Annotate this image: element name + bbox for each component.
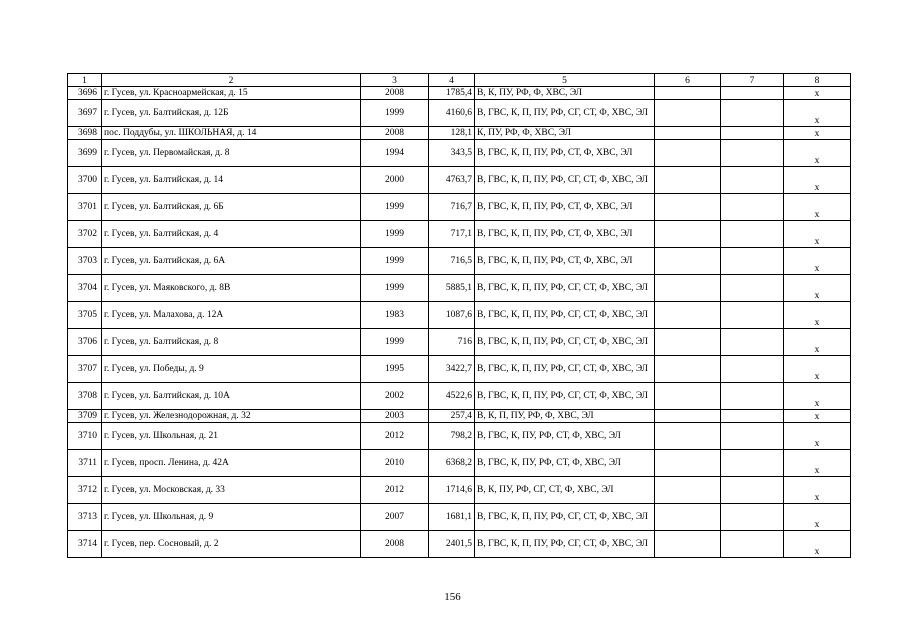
- column-8-cell: х: [784, 450, 851, 477]
- column-number-3: 3: [361, 74, 429, 87]
- area-cell: 716: [429, 329, 475, 356]
- table-row: [68, 87, 851, 100]
- address-cell: г. Гусев, пер. Сосновый, д. 2: [102, 531, 361, 558]
- column-7-cell: [721, 167, 784, 194]
- column-number-8: 8: [784, 74, 851, 87]
- column-8-cell: х: [784, 302, 851, 329]
- services-cell: В, ГВС, К, П, ПУ, РФ, СГ, СТ, Ф, ХВС, ЭЛ: [475, 167, 655, 194]
- column-7-cell: [721, 194, 784, 221]
- column-8-cell: х: [784, 194, 851, 221]
- row-number: 3710: [68, 423, 102, 450]
- column-7-cell: [721, 423, 784, 450]
- column-6-cell: [655, 531, 721, 558]
- table-row: [68, 410, 851, 423]
- services-cell: В, ГВС, К, П, ПУ, РФ, СГ, СТ, Ф, ХВС, ЭЛ: [475, 383, 655, 410]
- services-cell: В, ГВС, К, П, ПУ, РФ, СТ, Ф, ХВС, ЭЛ: [475, 140, 655, 167]
- row-number: 3705: [68, 302, 102, 329]
- area-cell: 4160,6: [429, 100, 475, 127]
- services-cell: В, ГВС, К, П, ПУ, РФ, СГ, СТ, Ф, ХВС, ЭЛ: [475, 356, 655, 383]
- column-number-2: 2: [102, 74, 361, 87]
- services-cell: В, ГВС, К, П, ПУ, РФ, СТ, Ф, ХВС, ЭЛ: [475, 221, 655, 248]
- column-8-cell: х: [784, 356, 851, 383]
- address-cell: г. Гусев, ул. Балтийская, д. 12Б: [102, 100, 361, 127]
- area-cell: 1714,6: [429, 477, 475, 504]
- address-cell: г. Гусев, ул. Школьная, д. 21: [102, 423, 361, 450]
- year-cell: 2008: [361, 531, 429, 558]
- address-cell: пос. Поддубы, ул. ШКОЛЬНАЯ, д. 14: [102, 127, 361, 140]
- row-number: 3701: [68, 194, 102, 221]
- column-7-cell: [721, 329, 784, 356]
- row-number: 3709: [68, 410, 102, 423]
- housing-table: [67, 73, 851, 558]
- column-6-cell: [655, 87, 721, 100]
- table-row: [68, 100, 851, 127]
- year-cell: 1994: [361, 140, 429, 167]
- area-cell: 128,1: [429, 127, 475, 140]
- address-cell: г. Гусев, ул. Балтийская, д. 6Б: [102, 194, 361, 221]
- year-cell: 1999: [361, 275, 429, 302]
- column-7-cell: [721, 477, 784, 504]
- column-7-cell: [721, 531, 784, 558]
- column-8-cell: х: [784, 167, 851, 194]
- year-cell: 2008: [361, 127, 429, 140]
- services-cell: В, К, П, ПУ, РФ, Ф, ХВС, ЭЛ: [475, 410, 655, 423]
- address-cell: г. Гусев, ул. Первомайская, д. 8: [102, 140, 361, 167]
- column-8-cell: х: [784, 504, 851, 531]
- column-6-cell: [655, 127, 721, 140]
- column-8-cell: х: [784, 423, 851, 450]
- column-7-cell: [721, 504, 784, 531]
- area-cell: 6368,2: [429, 450, 475, 477]
- year-cell: 2012: [361, 477, 429, 504]
- address-cell: г. Гусев, ул. Балтийская, д. 10А: [102, 383, 361, 410]
- services-cell: К, ПУ, РФ, Ф, ХВС, ЭЛ: [475, 127, 655, 140]
- column-number-4: 4: [429, 74, 475, 87]
- year-cell: 1999: [361, 329, 429, 356]
- column-8-cell: х: [784, 477, 851, 504]
- column-7-cell: [721, 127, 784, 140]
- address-cell: г. Гусев, ул. Балтийская, д. 6А: [102, 248, 361, 275]
- column-6-cell: [655, 329, 721, 356]
- row-number: 3696: [68, 87, 102, 100]
- column-number-1: 1: [68, 74, 102, 87]
- year-cell: 2010: [361, 450, 429, 477]
- table-row: [68, 329, 851, 356]
- column-7-cell: [721, 140, 784, 167]
- year-cell: 2008: [361, 87, 429, 100]
- column-number-7: 7: [721, 74, 784, 87]
- area-cell: 4522,6: [429, 383, 475, 410]
- services-cell: В, ГВС, К, П, ПУ, РФ, СГ, СТ, Ф, ХВС, ЭЛ: [475, 275, 655, 302]
- row-number: 3699: [68, 140, 102, 167]
- row-number: 3708: [68, 383, 102, 410]
- column-6-cell: [655, 383, 721, 410]
- table-row: [68, 275, 851, 302]
- row-number: 3713: [68, 504, 102, 531]
- address-cell: г. Гусев, ул. Красноармейская, д. 15: [102, 87, 361, 100]
- column-7-cell: [721, 410, 784, 423]
- row-number: 3714: [68, 531, 102, 558]
- column-6-cell: [655, 248, 721, 275]
- year-cell: 1983: [361, 302, 429, 329]
- column-6-cell: [655, 275, 721, 302]
- year-cell: 1999: [361, 100, 429, 127]
- address-cell: г. Гусев, ул. Маяковского, д. 8В: [102, 275, 361, 302]
- row-number: 3711: [68, 450, 102, 477]
- row-number: 3704: [68, 275, 102, 302]
- column-6-cell: [655, 302, 721, 329]
- table-row: [68, 194, 851, 221]
- row-number: 3706: [68, 329, 102, 356]
- services-cell: В, ГВС, К, П, ПУ, РФ, СГ, СТ, Ф, ХВС, ЭЛ: [475, 329, 655, 356]
- column-8-cell: х: [784, 221, 851, 248]
- address-cell: г. Гусев, ул. Балтийская, д. 8: [102, 329, 361, 356]
- year-cell: 2003: [361, 410, 429, 423]
- area-cell: 3422,7: [429, 356, 475, 383]
- table-row: [68, 221, 851, 248]
- area-cell: 798,2: [429, 423, 475, 450]
- column-7-cell: [721, 100, 784, 127]
- column-number-5: 5: [475, 74, 655, 87]
- services-cell: В, ГВС, К, ПУ, РФ, СТ, Ф, ХВС, ЭЛ: [475, 450, 655, 477]
- services-cell: В, К, ПУ, РФ, Ф, ХВС, ЭЛ: [475, 87, 655, 100]
- year-cell: 2007: [361, 504, 429, 531]
- column-7-cell: [721, 302, 784, 329]
- column-8-cell: х: [784, 127, 851, 140]
- table-row: [68, 167, 851, 194]
- column-8-cell: х: [784, 275, 851, 302]
- column-6-cell: [655, 410, 721, 423]
- services-cell: В, ГВС, К, ПУ, РФ, СТ, Ф, ХВС, ЭЛ: [475, 423, 655, 450]
- column-8-cell: х: [784, 248, 851, 275]
- column-8-cell: х: [784, 87, 851, 100]
- area-cell: 717,1: [429, 221, 475, 248]
- area-cell: 1681,1: [429, 504, 475, 531]
- column-8-cell: х: [784, 410, 851, 423]
- address-cell: г. Гусев, ул. Победы, д. 9: [102, 356, 361, 383]
- column-7-cell: [721, 221, 784, 248]
- address-cell: г. Гусев, ул. Малахова, д. 12А: [102, 302, 361, 329]
- column-6-cell: [655, 423, 721, 450]
- column-8-cell: х: [784, 531, 851, 558]
- table-row: [68, 302, 851, 329]
- year-cell: 1995: [361, 356, 429, 383]
- column-6-cell: [655, 221, 721, 248]
- table-body: [68, 74, 851, 558]
- address-cell: г. Гусев, ул. Балтийская, д. 4: [102, 221, 361, 248]
- column-number-row: [68, 74, 851, 87]
- year-cell: 2002: [361, 383, 429, 410]
- page-number: 156: [444, 591, 461, 603]
- column-7-cell: [721, 450, 784, 477]
- column-7-cell: [721, 356, 784, 383]
- area-cell: 343,5: [429, 140, 475, 167]
- address-cell: г. Гусев, ул. Школьная, д. 9: [102, 504, 361, 531]
- area-cell: 5885,1: [429, 275, 475, 302]
- services-cell: В, ГВС, К, П, ПУ, РФ, СГ, СТ, Ф, ХВС, ЭЛ: [475, 504, 655, 531]
- row-number: 3700: [68, 167, 102, 194]
- area-cell: 257,4: [429, 410, 475, 423]
- table-row: [68, 423, 851, 450]
- column-8-cell: х: [784, 100, 851, 127]
- area-cell: 716,7: [429, 194, 475, 221]
- address-cell: г. Гусев, просп. Ленина, д. 42А: [102, 450, 361, 477]
- area-cell: 2401,5: [429, 531, 475, 558]
- table-row: [68, 356, 851, 383]
- year-cell: 1999: [361, 221, 429, 248]
- column-7-cell: [721, 248, 784, 275]
- area-cell: 716,5: [429, 248, 475, 275]
- column-6-cell: [655, 450, 721, 477]
- column-6-cell: [655, 194, 721, 221]
- year-cell: 1999: [361, 248, 429, 275]
- column-6-cell: [655, 167, 721, 194]
- column-7-cell: [721, 383, 784, 410]
- table-row: [68, 248, 851, 275]
- column-7-cell: [721, 275, 784, 302]
- row-number: 3707: [68, 356, 102, 383]
- services-cell: В, ГВС, К, П, ПУ, РФ, СГ, СТ, Ф, ХВС, ЭЛ: [475, 100, 655, 127]
- table-row: [68, 450, 851, 477]
- row-number: 3712: [68, 477, 102, 504]
- column-6-cell: [655, 140, 721, 167]
- table-row: [68, 140, 851, 167]
- area-cell: 1087,6: [429, 302, 475, 329]
- column-7-cell: [721, 87, 784, 100]
- address-cell: г. Гусев, ул. Балтийская, д. 14: [102, 167, 361, 194]
- services-cell: В, ГВС, К, П, ПУ, РФ, СТ, Ф, ХВС, ЭЛ: [475, 194, 655, 221]
- table-row: [68, 477, 851, 504]
- row-number: 3703: [68, 248, 102, 275]
- table-row: [68, 531, 851, 558]
- column-8-cell: х: [784, 383, 851, 410]
- area-cell: 1785,4: [429, 87, 475, 100]
- services-cell: В, К, ПУ, РФ, СГ, СТ, Ф, ХВС, ЭЛ: [475, 477, 655, 504]
- year-cell: 2012: [361, 423, 429, 450]
- table-row: [68, 504, 851, 531]
- services-cell: В, ГВС, К, П, ПУ, РФ, СТ, Ф, ХВС, ЭЛ: [475, 248, 655, 275]
- year-cell: 2000: [361, 167, 429, 194]
- year-cell: 1999: [361, 194, 429, 221]
- address-cell: г. Гусев, ул. Московская, д. 33: [102, 477, 361, 504]
- services-cell: В, ГВС, К, П, ПУ, РФ, СГ, СТ, Ф, ХВС, ЭЛ: [475, 302, 655, 329]
- table-row: [68, 383, 851, 410]
- column-number-6: 6: [655, 74, 721, 87]
- column-6-cell: [655, 356, 721, 383]
- column-6-cell: [655, 504, 721, 531]
- table-row: [68, 127, 851, 140]
- address-cell: г. Гусев, ул. Железнодорожная, д. 32: [102, 410, 361, 423]
- row-number: 3697: [68, 100, 102, 127]
- row-number: 3702: [68, 221, 102, 248]
- services-cell: В, ГВС, К, П, ПУ, РФ, СГ, СТ, Ф, ХВС, ЭЛ: [475, 531, 655, 558]
- column-8-cell: х: [784, 140, 851, 167]
- column-8-cell: х: [784, 329, 851, 356]
- column-6-cell: [655, 477, 721, 504]
- row-number: 3698: [68, 127, 102, 140]
- area-cell: 4763,7: [429, 167, 475, 194]
- column-6-cell: [655, 100, 721, 127]
